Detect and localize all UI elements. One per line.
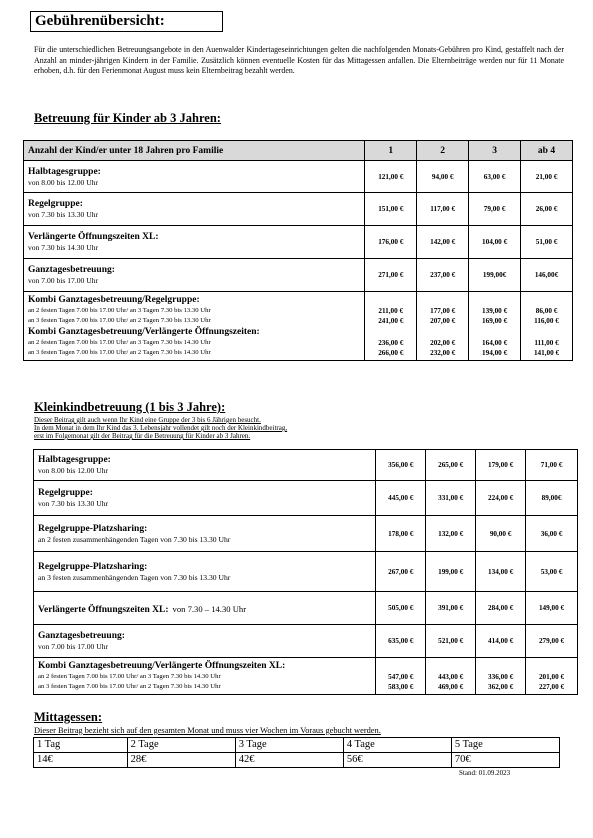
lunch-days-row xyxy=(34,738,560,753)
section-heading-kleinkind: Kleinkindbetreuung (1 bis 3 Jahre): xyxy=(34,400,226,414)
fee-cell: 63,00 € xyxy=(469,161,521,193)
fee-cell: 265,00 € xyxy=(426,450,476,481)
header-cell: 1 xyxy=(365,141,417,161)
lunch-day-cell: 2 Tage xyxy=(127,738,235,753)
row-detail: an 3 festen zusammenhängenden Tagen von 7.30 bis 13.30 Uhr xyxy=(38,572,231,582)
kombi-name: Kombi Ganztagesbetreuung/Verlängerte Öffnungszeiten XL: xyxy=(38,661,286,671)
fee-cell: 169,00 € xyxy=(482,317,508,325)
fee-cell: 134,00 € xyxy=(476,552,526,592)
kombi-line: an 3 festen Tagen 7.00 bis 17.00 Uhr/ an 2 Tagen 7.30 bis 14.30 Uhr xyxy=(28,349,211,356)
fee-cell: 505,00 € xyxy=(376,592,426,625)
fee-cell: 391,00 € xyxy=(426,592,476,625)
fee-cell: 241,00 € xyxy=(378,317,404,325)
fee-cell: 271,00 € xyxy=(365,259,417,292)
fee-cell: 176,00 € xyxy=(365,226,417,259)
header-cell: 2 xyxy=(417,141,469,161)
fee-cell: 53,00 € xyxy=(526,552,578,592)
fee-cell: 279,00 € xyxy=(526,625,578,658)
fee-cell: 521,00 € xyxy=(426,625,476,658)
lunch-price-cell: 70€ xyxy=(451,753,559,768)
table-row xyxy=(24,259,573,292)
lunch-day-cell: 4 Tage xyxy=(343,738,451,753)
fee-cell: 132,00 € xyxy=(426,516,476,552)
fee-cell: 104,00 € xyxy=(469,226,521,259)
row-name: Verlängerte Öffnungszeiten XL: xyxy=(28,232,159,242)
kombi-line: an 2 festen Tagen 7.00 bis 17.00 Uhr/ an 3 Tagen 7.30 bis 13.30 Uhr xyxy=(28,307,211,314)
row-name: Regelgruppe: xyxy=(28,199,83,209)
fee-cell: 79,00 € xyxy=(469,193,521,226)
table-row xyxy=(34,592,578,625)
lunch-day-cell: 3 Tage xyxy=(235,738,343,753)
row-name: Halbtagesgruppe: xyxy=(38,455,111,465)
fee-cell: 331,00 € xyxy=(426,481,476,516)
table-row xyxy=(24,193,573,226)
table-row xyxy=(34,552,578,592)
row-name: Ganztagesbetreuung: xyxy=(38,631,125,641)
fee-cell: 194,00 € xyxy=(482,349,508,357)
row-name: Verlängerte Öffnungszeiten XL: xyxy=(38,605,169,615)
fee-cell: 111,00 € xyxy=(534,339,559,347)
fee-cell: 236,00 € xyxy=(378,339,404,347)
kombi-name: Kombi Ganztagesbetreuung/Regelgruppe: xyxy=(28,295,200,305)
fee-cell: 207,00 € xyxy=(430,317,456,325)
section-heading-mittagessen: Mittagessen: xyxy=(34,710,103,724)
fee-cell: 445,00 € xyxy=(376,481,426,516)
fee-cell: 139,00 € xyxy=(482,307,508,315)
fee-cell: 89,00€ xyxy=(526,481,578,516)
header-cell: ab 4 xyxy=(521,141,573,161)
fee-cell: 414,00 € xyxy=(476,625,526,658)
fee-cell: 211,00 € xyxy=(378,307,404,315)
fee-cell: 121,00 € xyxy=(365,161,417,193)
kombi-name: Kombi Ganztagesbetreuung/Verlängerte Öffnungszeiten: xyxy=(28,327,260,337)
row-name: Regelgruppe-Platzsharing: xyxy=(38,561,148,572)
row-detail: von 7.00 bis 17.00 Uhr xyxy=(38,642,109,651)
fee-cell: 202,00 € xyxy=(430,339,456,347)
fee-cell: 356,00 € xyxy=(376,450,426,481)
row-detail: von 8.00 bis 12.00 Uhr xyxy=(28,177,99,187)
lunch-day-cell: 1 Tag xyxy=(34,738,128,753)
fee-table-ab-3 xyxy=(23,140,573,361)
mittagessen-note: Dieser Beitrag bezieht sich auf den gesamten Monat und muss vier Wochen im Voraus gebucht werden. xyxy=(34,726,381,735)
fee-cell: 583,00 € xyxy=(388,683,414,691)
fee-cell: 146,00€ xyxy=(521,259,573,292)
table-row-kombi xyxy=(34,658,578,695)
fee-cell: 224,00 € xyxy=(476,481,526,516)
fee-cell: 86,00 € xyxy=(535,307,558,315)
kleinkind-note: Dieser Beitrag gilt auch wenn Ihr Kind eine Gruppe der 3 bis 6 Jährigen besucht. xyxy=(34,416,261,424)
table-row xyxy=(34,450,578,481)
fee-cell: 151,00 € xyxy=(365,193,417,226)
fee-cell: 141,00 € xyxy=(533,349,560,357)
fee-cell: 36,00 € xyxy=(526,516,578,552)
row-name: Halbtagesgruppe: xyxy=(28,166,101,177)
kleinkind-note: In dem Monat in dem Ihr Kind das 3. Lebensjahr vollendet gilt noch der Kleinkindbeitrag, xyxy=(34,424,288,432)
lunch-price-cell: 56€ xyxy=(343,753,451,768)
row-detail: von 7.30 bis 14.30 Uhr xyxy=(28,243,99,252)
row-detail: von 7.30 bis 13.30 Uhr xyxy=(28,210,99,219)
page-title: Gebührenübersicht: xyxy=(30,11,223,32)
fee-cell: 117,00 € xyxy=(417,193,469,226)
table-header-row xyxy=(24,141,573,161)
fee-cell: 232,00 € xyxy=(430,349,456,357)
fee-cell: 164,00 € xyxy=(482,339,508,347)
fee-cell: 179,00 € xyxy=(476,450,526,481)
row-detail: von 7.00 bis 17.00 Uhr xyxy=(28,276,99,285)
intro-text: Für die unterschiedlichen Betreuungsangebote in den Auenwalder Kindertageseinrichtungen gelten die nachfolgenden Monats-Gebühren pro Kind, gestaffelt nach der Anzahl an minder-jährigen Kindern in der Familie. Zusätzlich können eventuelle Kosten für das Mittagessen anfallen. Die Elternbeiträge werden nur für 11 Monate erhoben, d.h. für den Ferienmonat August muss kein Elternbeitrag bezahlt werden. xyxy=(34,45,564,76)
fee-cell: 21,00 € xyxy=(521,161,573,193)
fee-cell: 199,00 € xyxy=(426,552,476,592)
fee-cell: 71,00 € xyxy=(526,450,578,481)
fee-cell: 267,00 € xyxy=(376,552,426,592)
kleinkind-note: erst im Folgemonat gilt der Beitrag für die Betreuung für Kinder ab 3 Jahren. xyxy=(34,432,251,440)
fee-cell: 178,00 € xyxy=(376,516,426,552)
lunch-price-cell: 42€ xyxy=(235,753,343,768)
fee-cell: 116,00 € xyxy=(534,317,559,325)
fee-cell: 177,00 € xyxy=(430,307,456,315)
fee-cell: 284,00 € xyxy=(476,592,526,625)
fee-cell: 199,00€ xyxy=(469,259,521,292)
kombi-line: an 2 festen Tagen 7.00 bis 17.00 Uhr/ an 3 Tagen 7.30 bis 14.30 Uhr xyxy=(38,673,221,680)
table-row xyxy=(24,226,573,259)
section-heading-ab-3: Betreuung für Kinder ab 3 Jahren: xyxy=(34,111,221,125)
fee-cell: 142,00 € xyxy=(417,226,469,259)
row-name: Regelgruppe: xyxy=(38,488,93,498)
row-detail: von 7.30 – 14.30 Uhr xyxy=(172,604,247,614)
fee-table-kleinkind xyxy=(33,449,578,695)
fee-cell: 90,00 € xyxy=(476,516,526,552)
lunch-price-cell: 14€ xyxy=(34,753,128,768)
fee-cell: 336,00 € xyxy=(488,673,514,681)
row-detail: an 2 festen zusammenhängenden Tagen von 7.30 bis 13.30 Uhr xyxy=(38,534,231,544)
fee-cell: 547,00 € xyxy=(388,673,414,681)
kombi-line: an 3 festen Tagen 7.00 bis 17.00 Uhr/ an 2 Tagen 7.30 bis 13.30 Uhr xyxy=(28,317,211,324)
fee-cell: 201,00 € xyxy=(538,673,565,681)
lunch-day-cell: 5 Tage xyxy=(451,738,559,753)
lunch-price-cell: 28€ xyxy=(127,753,235,768)
fee-cell: 469,00 € xyxy=(438,683,464,691)
lunch-price-table xyxy=(33,737,560,768)
fee-cell: 362,00 € xyxy=(488,683,514,691)
fee-cell: 26,00 € xyxy=(521,193,573,226)
row-name: Ganztagesbetreuung: xyxy=(28,265,115,275)
table-row xyxy=(34,625,578,658)
row-name: Regelgruppe-Platzsharing: xyxy=(38,523,148,534)
table-row xyxy=(34,516,578,552)
fee-cell: 237,00 € xyxy=(417,259,469,292)
row-detail: von 8.00 bis 12.00 Uhr xyxy=(38,466,109,475)
header-cell: 3 xyxy=(469,141,521,161)
fee-cell: 94,00 € xyxy=(417,161,469,193)
stand-date: Stand: 01.09.2023 xyxy=(459,769,511,777)
fee-cell: 227,00 € xyxy=(538,683,565,691)
table-row xyxy=(24,161,573,193)
kombi-line: an 3 festen Tagen 7.00 bis 17.00 Uhr/ an 2 Tagen 7.30 bis 14.30 Uhr xyxy=(38,683,221,690)
fee-cell: 443,00 € xyxy=(438,673,464,681)
table-row-kombi xyxy=(24,292,573,361)
kombi-line: an 2 festen Tagen 7.00 bis 17.00 Uhr/ an 3 Tagen 7.30 bis 14.30 Uhr xyxy=(28,339,211,346)
fee-cell: 635,00 € xyxy=(376,625,426,658)
table-row xyxy=(34,481,578,516)
row-detail: von 7.30 bis 13.30 Uhr xyxy=(38,499,109,508)
fee-cell: 51,00 € xyxy=(521,226,573,259)
fee-cell: 149,00 € xyxy=(526,592,578,625)
header-cell: Anzahl der Kind/er unter 18 Jahren pro Familie xyxy=(24,141,365,161)
lunch-prices-row xyxy=(34,753,560,768)
fee-cell: 266,00 € xyxy=(378,349,404,357)
